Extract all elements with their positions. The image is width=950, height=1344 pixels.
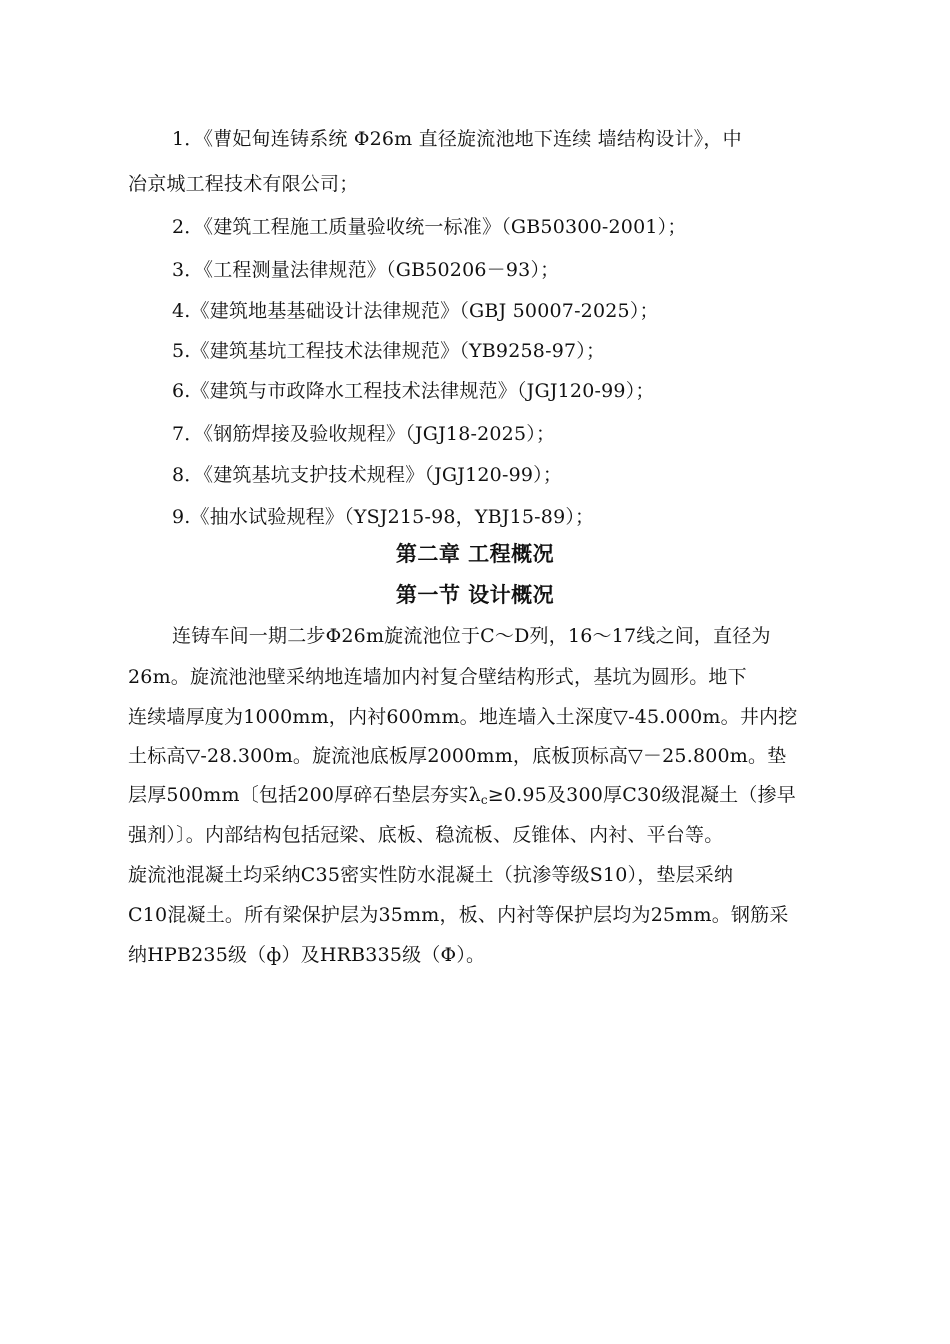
body-line-3: 连续墙厚度为1000mm，内衬600mm。地连墙入土深度▽-45.000m。井内挖 — [128, 706, 798, 728]
body-line-5 — [128, 782, 796, 813]
body-line-7: 旋流池混凝土均采纳C35密实性防水混凝土（抗渗等级S10），垫层采纳 — [128, 864, 734, 886]
reference-item-1: 1．《曹妃甸连铸系统 Φ26m 直径旋流池地下连续 墙结构设计》，中 — [172, 128, 742, 150]
body-line-5-part-b: ≥0.95及300厚C30级混凝土（掺早 — [487, 784, 796, 806]
body-line-1: 连铸车间一期二步Φ26m旋流池位于C～D列，16～17线之间，直径为 — [172, 625, 771, 647]
section-title: 第一节 设计概况 — [395, 583, 555, 607]
reference-item-6: 6.《建筑与市政降水工程技术法律规范》（JGJ120-99）； — [172, 380, 655, 402]
reference-item-9: 9.《抽水试验规程》（YSJ215-98，YBJ15-89）； — [172, 506, 595, 528]
reference-item-1-continued: 冶京城工程技术有限公司； — [128, 173, 359, 195]
reference-item-7: 7．《钢筋焊接及验收规程》（JGJ18-2025）； — [172, 423, 556, 445]
body-line-5-part-a: 层厚500mm〔包括200厚碎石垫层夯实λ — [128, 784, 481, 806]
reference-item-5: 5.《建筑基坑工程技术法律规范》（YB9258-97）； — [172, 340, 606, 362]
chapter-title: 第二章 工程概况 — [395, 542, 555, 566]
reference-item-3: 3．《工程测量法律规范》（GB50206－93）； — [172, 259, 560, 281]
body-line-8: C10混凝土。所有梁保护层为35mm，板、内衬等保护层均为25mm。钢筋采 — [128, 904, 789, 926]
body-line-2: 26m。旋流池池壁采纳地连墙加内衬复合壁结构形式，基坑为圆形。地下 — [128, 666, 747, 688]
reference-item-8: 8．《建筑基坑支护技术规程》（JGJ120-99）； — [172, 464, 563, 486]
reference-item-2: 2．《建筑工程施工质量验收统一标准》（GB50300-2001）； — [172, 216, 687, 238]
lambda-subscript: c — [480, 793, 488, 807]
body-line-9: 纳HPB235级（ф）及HRB335级（Φ）。 — [128, 944, 486, 966]
reference-item-4: 4.《建筑地基基础设计法律规范》（GBJ 50007-2025）； — [172, 300, 659, 322]
body-line-6: 强剂）〕。内部结构包括冠梁、底板、稳流板、反锥体、内衬、平台等。 — [128, 824, 724, 846]
body-line-4: 土标高▽-28.300m。旋流池底板厚2000mm，底板顶标高▽－25.800m。垫 — [128, 745, 787, 767]
